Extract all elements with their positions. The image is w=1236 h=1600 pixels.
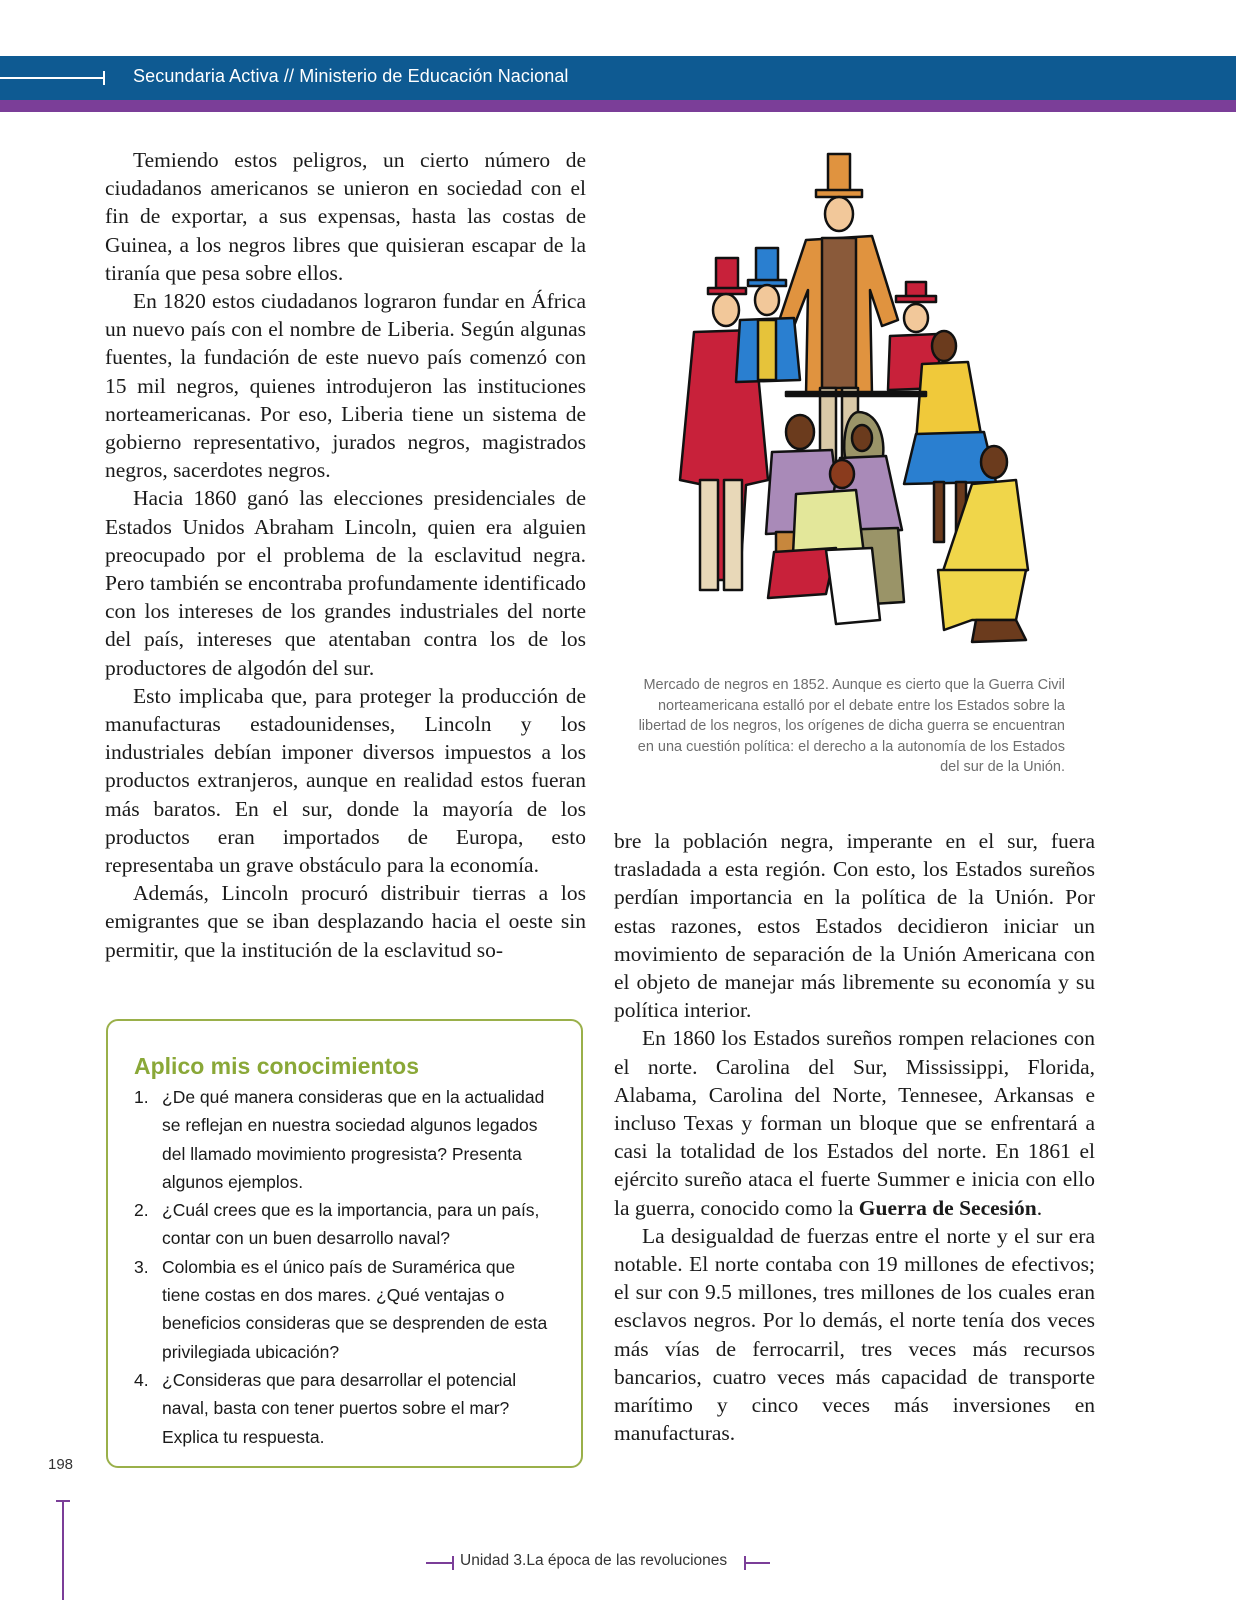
footer-rule-left: [426, 1562, 452, 1564]
item-number: 1.: [134, 1087, 149, 1107]
paragraph: La desigualdad de fuerzas entre el norte y el sur era notable. El norte contaba con 19 millones de efectivos; el sur con 9.5 millones, tres millones de los cuales eran esclavos negros. Por lo demás, el norte tenía dos veces más vías de ferrocarril, tres veces más recursos bancarios, cuatro veces más capacidad de transporte marítimo y cinco veces más inversiones en manufacturas.: [614, 1223, 1095, 1446]
figure-caption: Mercado de negros en 1852. Aunque es cierto que la Guerra Civil norteamericana estalló por el debate entre los Estados sobre la libertad de los negros, los orígenes de dicha guerra se encuentran en una cuestión política: el derecho a la autonomía de los Estados del sur de la Unión.: [637, 677, 1065, 775]
list-item: [134, 1366, 554, 1451]
bold-term: Guerra de Secesión: [858, 1195, 1037, 1220]
list-item: [134, 1196, 554, 1253]
paragraph: bre la población negra, imperante en el sur, fuera trasladada a esta región. Con esto, los Estados sureños perdían importancia en la política de la Unión. Por estas razones, estos Estados decidieron iniciar un movimiento de separación de la Unión Americana con el objeto de manejar más libremente su economía y su política interior.: [614, 829, 1095, 1023]
list-item: [134, 1253, 554, 1366]
paragraph: Esto implicaba que, para proteger la producción de manufacturas estadounidenses, Lincoln y los industriales debían imponer diversos impuestos a los productos extranjeros, aunque en realidad estos fueran más baratos. En el sur, donde la mayoría de los productos eran importados de Europa, esto representaba un grave obstáculo para la economía.: [105, 683, 586, 878]
slave-market-illustration: [676, 150, 1058, 660]
paragraph: Hacia 1860 ganó las elecciones presidenciales de Estados Unidos Abraham Lincoln, quien era alguien preocupado por el problema de la esclavitud negra. Pero también se encontraba profundamente identificado con los intereses de los grandes industriales del norte del país, intereses que atentaban contra los de los productores de algodón del sur.: [105, 486, 586, 680]
footer: [426, 1552, 776, 1572]
list-item: [134, 1083, 554, 1196]
item-number: 2.: [134, 1200, 149, 1221]
footer-tick-left: [452, 1556, 454, 1570]
activity-title: Aplico mis conocimientos: [134, 1053, 419, 1079]
margin-rule: [62, 1502, 64, 1600]
header-rule-tick: [103, 71, 105, 85]
paragraph-end: .: [1036, 1195, 1043, 1220]
left-column: [105, 146, 586, 964]
paragraph-text: En 1860 los Estados sureños rompen relaciones con el norte. Carolina del Sur, Mississippi, Florida, Alabama, Carolina del Norte, Tennesee, Arkansas e incluso Texas y forman un bloque que se enfrentará a casi la totalidad de los Estados del norte. En 1861 el ejército sureño ataca el fuerte Summer e inicia con ello la guerra, conocido como la: [614, 1026, 1095, 1220]
item-number: 3.: [134, 1256, 149, 1277]
item-text: ¿De qué manera consideras que en la actualidad se reflejan en nuestra sociedad algunos legados del llamado movimiento progresista? Presenta algunos ejemplos.: [162, 1087, 545, 1192]
item-text: ¿Cuál crees que es la importancia, para un país, contar con un buen desarrollo naval?: [162, 1200, 540, 1249]
right-column: [614, 827, 1095, 1447]
paragraph: En 1820 estos ciudadanos lograron fundar en África un nuevo país con el nombre de Liberia. Según algunas fuentes, la fundación de este nuevo país comenzó con 15 mil negros, quienes introdujeron las instituciones norteamericanas. Por eso, Liberia tiene un sistema de gobierno representativo, jurados negros, magistrados negros, sacerdotes negros.: [105, 289, 586, 483]
paragraph: Temiendo estos peligros, un cierto número de ciudadanos americanos se unieron en sociedad con el fin de exportar, a sus expensas, hasta las costas de Guinea, a los negros libres que quisieran escapar de la tiranía que pesa sobre ellos.: [105, 148, 586, 285]
paragraph: Además, Lincoln procuró distribuir tierras a los emigrantes que se iban desplazando hacia el oeste sin permitir, que la institución de la esclavitud so-: [105, 881, 586, 962]
header-stripe: [0, 100, 1236, 112]
footer-text: Unidad 3.La época de las revoluciones: [460, 1552, 728, 1569]
paragraph: [614, 1024, 1095, 1221]
footer-rule-right: [744, 1562, 770, 1564]
activity-list: [134, 1083, 554, 1451]
activity-box: [106, 1019, 583, 1468]
header-title: Secundaria Activa // Ministerio de Educación Nacional: [133, 66, 569, 86]
margin-rule-tick: [56, 1500, 70, 1502]
item-number: 4.: [134, 1369, 149, 1390]
item-text: ¿Consideras que para desarrollar el potencial naval, basta con tener puertos sobre el mar? Explica tu respuesta.: [162, 1369, 517, 1447]
page-number: 198: [48, 1456, 74, 1473]
header-rule: [0, 77, 104, 79]
item-text: Colombia es el único país de Suramérica que tiene costas en dos mares. ¿Qué ventajas o beneficios consideras que se desprenden de esta privilegiada ubicación?: [162, 1256, 548, 1362]
